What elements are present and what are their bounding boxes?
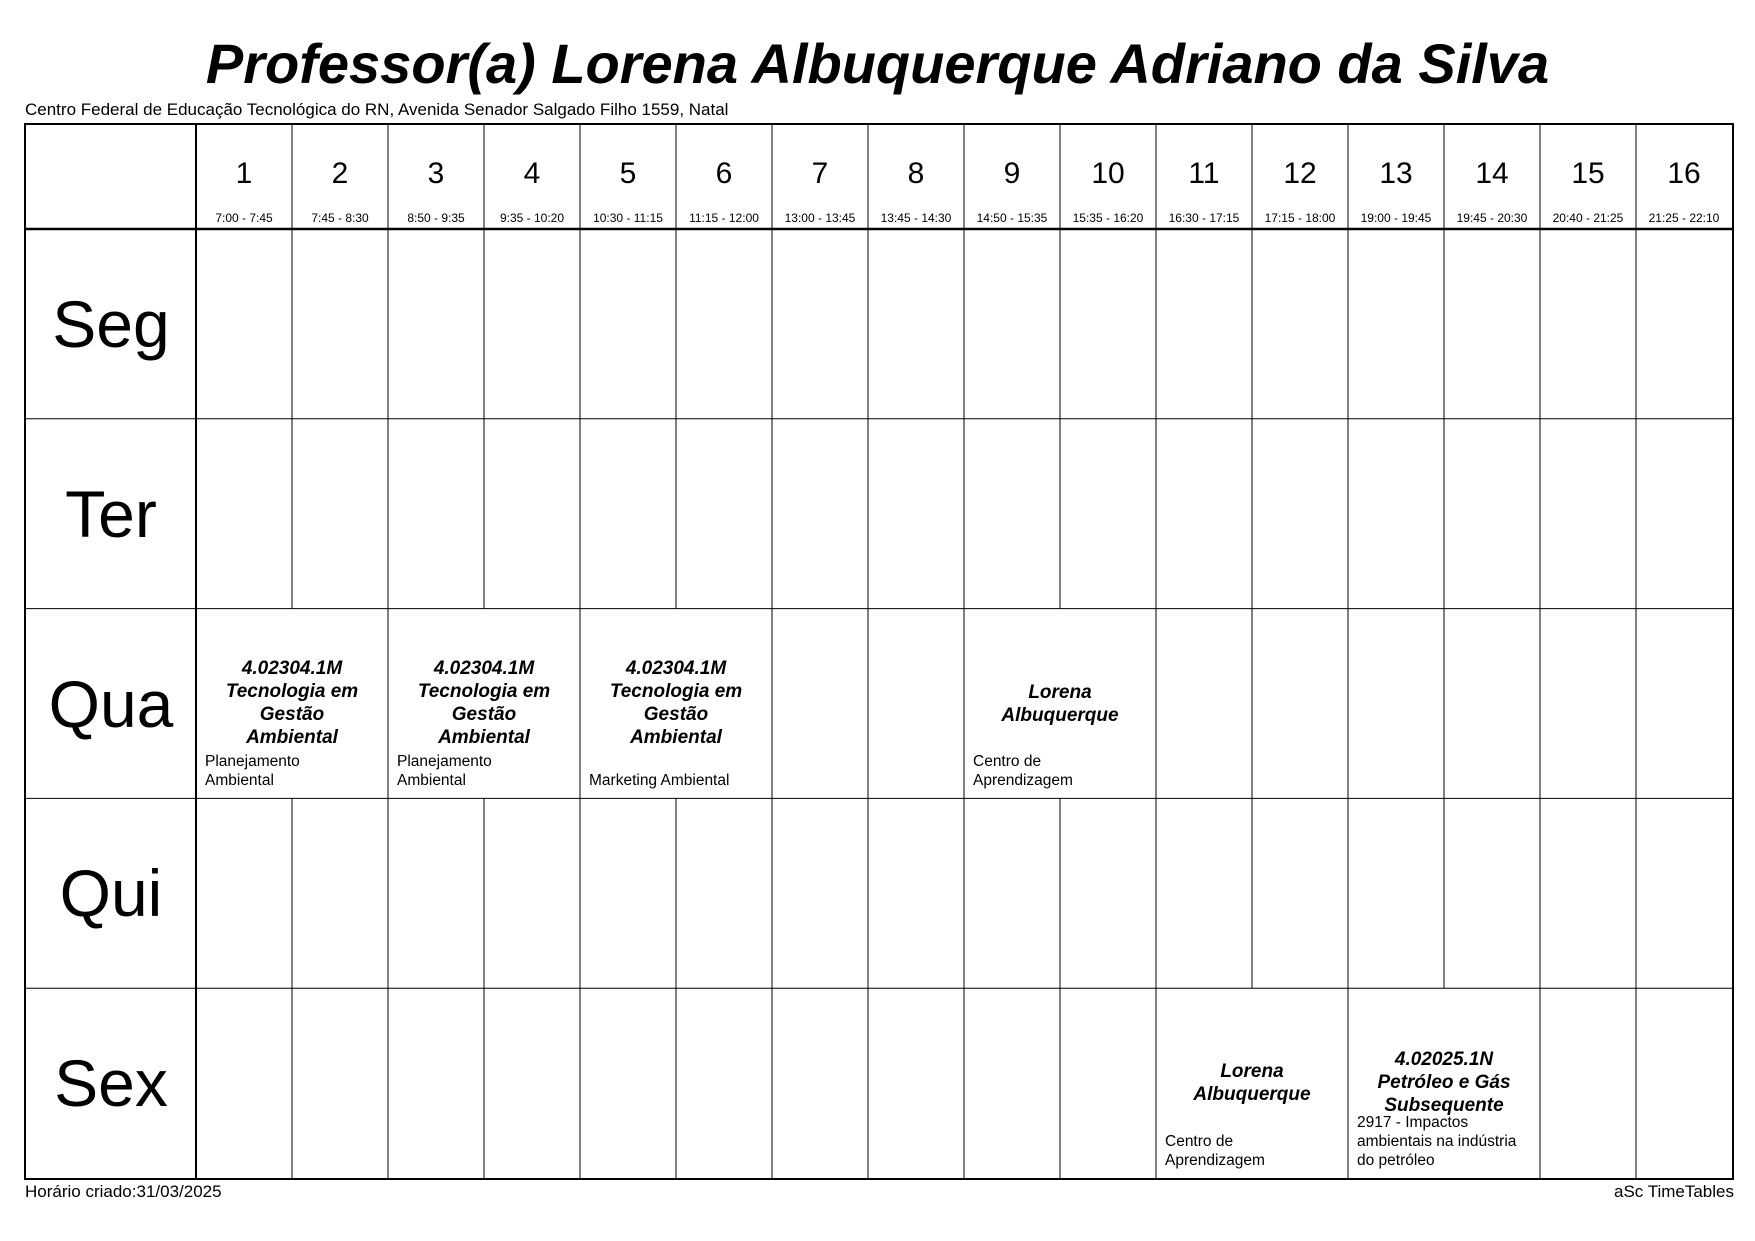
lesson-subject-line: Centro de xyxy=(973,753,1042,771)
period-number: 15 xyxy=(1571,157,1605,190)
period-header xyxy=(580,125,676,229)
period-time: 17:15 - 18:00 xyxy=(1264,211,1336,225)
lesson-title-line: Subsequente xyxy=(1384,1095,1504,1117)
period-time: 13:00 - 13:45 xyxy=(784,211,856,225)
lesson-subject-line: 2917 - Impactos xyxy=(1357,1113,1469,1131)
lesson-card[interactable] xyxy=(388,609,580,799)
period-time: 14:50 - 15:35 xyxy=(976,211,1048,225)
period-header xyxy=(676,125,772,229)
period-header xyxy=(1636,125,1732,229)
period-header xyxy=(1444,125,1540,229)
created-date: Horário criado:31/03/2025 xyxy=(25,1182,222,1201)
period-number: 13 xyxy=(1379,157,1413,190)
period-time: 7:45 - 8:30 xyxy=(311,211,369,225)
period-time: 8:50 - 9:35 xyxy=(407,211,465,225)
period-time: 11:15 - 12:00 xyxy=(689,211,759,225)
day-label-seg: Seg xyxy=(52,286,170,361)
period-time: 7:00 - 7:45 xyxy=(215,211,273,225)
lesson-title-line: Albuquerque xyxy=(1001,704,1119,726)
lesson-title-line: Gestão xyxy=(643,703,709,725)
period-time: 19:00 - 19:45 xyxy=(1360,211,1432,225)
period-number: 11 xyxy=(1188,157,1220,190)
period-header xyxy=(388,125,484,229)
lesson-subject-line: do petróleo xyxy=(1357,1151,1435,1169)
lesson-title-line: 4.02025.1N xyxy=(1394,1049,1494,1071)
school-address: Centro Federal de Educação Tecnológica do RN, Avenida Senador Salgado Filho 1559, Natal xyxy=(25,100,729,119)
lesson-title-line: Ambiental xyxy=(246,726,338,748)
lesson-title-line: 4.02304.1M xyxy=(625,657,727,679)
lesson-card[interactable] xyxy=(1156,988,1348,1178)
lesson-title-line: Ambiental xyxy=(630,726,722,748)
period-number: 12 xyxy=(1283,157,1317,190)
period-header xyxy=(1060,125,1156,229)
day-label-ter: Ter xyxy=(65,476,157,551)
page-title: Professor(a) Lorena Albuquerque Adriano da Silva xyxy=(205,32,1550,95)
lesson-title-line: 4.02304.1M xyxy=(433,657,535,679)
period-header xyxy=(868,125,964,229)
period-header xyxy=(1252,125,1348,229)
period-header xyxy=(1540,125,1636,229)
period-header xyxy=(484,125,580,229)
lesson-title-line: Lorena xyxy=(1220,1061,1284,1083)
lesson-title-line: Gestão xyxy=(259,703,325,725)
lesson-title-line: Lorena xyxy=(1028,681,1092,703)
lesson-card[interactable] xyxy=(196,609,388,799)
lesson-title-line: Gestão xyxy=(451,703,517,725)
lesson-title-line: Ambiental xyxy=(438,726,530,748)
lesson-title-line: Tecnologia em xyxy=(225,680,359,702)
lesson-title-line: Tecnologia em xyxy=(417,680,551,702)
period-number: 2 xyxy=(331,157,349,190)
lesson-subject-line: ambientais na indústria xyxy=(1357,1132,1517,1150)
day-label-qui: Qui xyxy=(59,856,163,931)
period-header xyxy=(292,125,388,229)
lesson-subject-line: Marketing Ambiental xyxy=(589,772,730,790)
lesson-subject-line: Aprendizagem xyxy=(973,772,1073,790)
lesson-subject-line: Aprendizagem xyxy=(1165,1151,1265,1169)
lesson-card[interactable] xyxy=(1348,988,1540,1178)
brand-label: aSc TimeTables xyxy=(1614,1182,1734,1201)
day-label-qua: Qua xyxy=(48,666,174,741)
period-number: 9 xyxy=(1003,157,1021,190)
lesson-title-line: Petróleo e Gás xyxy=(1377,1072,1511,1094)
period-time: 20:40 - 21:25 xyxy=(1552,211,1624,225)
period-header xyxy=(1348,125,1444,229)
period-header xyxy=(1156,125,1252,229)
period-number: 3 xyxy=(427,157,445,190)
period-number: 1 xyxy=(235,157,253,190)
period-header xyxy=(964,125,1060,229)
day-label-sex: Sex xyxy=(54,1046,168,1121)
period-number: 5 xyxy=(619,157,637,190)
period-number: 8 xyxy=(907,157,925,190)
lesson-title-line: 4.02304.1M xyxy=(241,657,343,679)
lesson-subject-line: Ambiental xyxy=(205,772,274,790)
period-time: 13:45 - 14:30 xyxy=(880,211,952,225)
period-number: 10 xyxy=(1091,157,1125,190)
period-number: 16 xyxy=(1667,157,1701,190)
lesson-title-line: Tecnologia em xyxy=(609,680,743,702)
period-number: 4 xyxy=(523,157,541,190)
lesson-subject-line: Centro de xyxy=(1165,1132,1234,1150)
lesson-subject-line: Ambiental xyxy=(397,772,466,790)
lesson-title-line: Albuquerque xyxy=(1193,1084,1311,1106)
lesson-subject-line: Planejamento xyxy=(205,753,300,771)
period-time: 21:25 - 22:10 xyxy=(1648,211,1720,225)
period-header xyxy=(196,125,292,229)
lesson-subject-line: Planejamento xyxy=(397,753,492,771)
lesson-card[interactable] xyxy=(964,609,1156,799)
period-number: 14 xyxy=(1475,157,1509,190)
timetable-grid xyxy=(24,123,1734,1180)
period-number: 6 xyxy=(715,157,733,190)
period-time: 9:35 - 10:20 xyxy=(499,211,565,225)
lesson-card[interactable] xyxy=(580,609,772,799)
period-time: 10:30 - 11:15 xyxy=(593,211,663,225)
period-time: 19:45 - 20:30 xyxy=(1456,211,1528,225)
period-time: 15:35 - 16:20 xyxy=(1072,211,1144,225)
period-number: 7 xyxy=(811,157,829,190)
period-time: 16:30 - 17:15 xyxy=(1168,211,1240,225)
period-header xyxy=(772,125,868,229)
